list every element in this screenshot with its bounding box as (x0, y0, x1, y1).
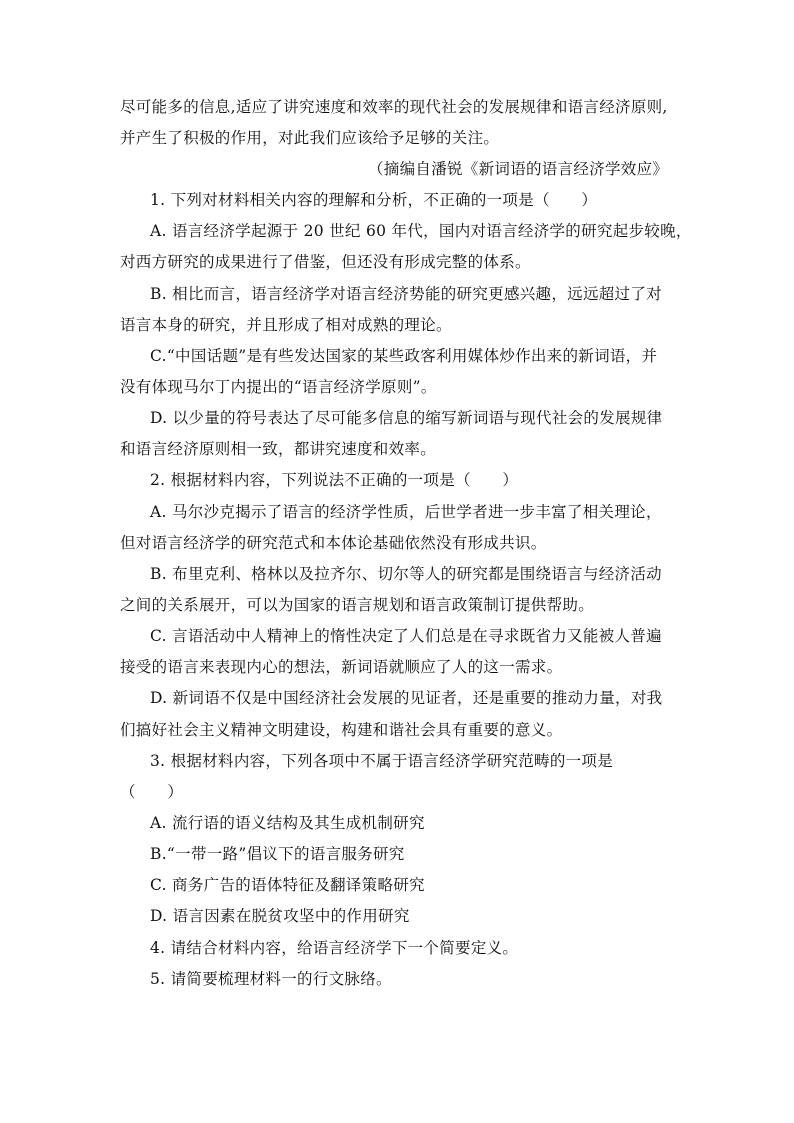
option-line: B. 布里克利、格林以及拉齐尔、切尔等人的研究都是围绕语言与经济活动 (150, 565, 662, 583)
option-line: 之间的关系展开，可以为国家的语言规划和语言政策制订提供帮助。 (120, 596, 595, 614)
question-stem: 4. 请结合材料内容，给语言经济学下一个简要定义。 (150, 939, 519, 957)
option-line: B. 相比而言，语言经济学对语言经济势能的研究更感兴趣，远远超过了对 (150, 285, 662, 303)
option-line: C.“中国话题”是有些发达国家的某些政客利用媒体炒作出来的新词语，并 (150, 347, 658, 365)
option-line: 接受的语言来表现内心的想法，新词语就顺应了人的这一需求。 (120, 658, 563, 676)
option-line: 对西方研究的成果进行了借鉴，但还没有形成完整的体系。 (120, 253, 531, 271)
answer-bracket: （ ） (120, 783, 184, 801)
intro-line: 并产生了积极的作用，对此我们应该给予足够的关注。 (120, 129, 500, 147)
question-stem: 2. 根据材料内容，下列说法不正确的一项是（ ） (150, 471, 519, 489)
option-line: D. 以少量的符号表达了尽可能多信息的缩写新词语与现代社会的发展规律 (150, 409, 663, 427)
option-line: D. 语言因素在脱贫攻坚中的作用研究 (150, 907, 410, 925)
option-line: B.“一带一路”倡议下的语言服务研究 (150, 845, 405, 863)
option-line: 语言本身的研究，并且形成了相对成熟的理论。 (120, 316, 452, 334)
question-stem: 1. 下列对材料相关内容的理解和分析，不正确的一项是（ ） (150, 191, 598, 209)
question-stem: 5. 请简要梳理材料一的行文脉络。 (150, 970, 392, 988)
option-line: D. 新词语不仅是中国经济社会发展的见证者，还是重要的推动力量，对我 (150, 689, 663, 707)
option-line: 但对语言经济学的研究范式和本体论基础依然没有形成共识。 (120, 534, 547, 552)
source-citation: （摘编自潘锐《新词语的语言经济学效应》 (368, 160, 669, 178)
option-line: 们搞好社会主义精神文明建设，构建和谐社会具有重要的意义。 (120, 721, 563, 739)
question-stem: 3. 根据材料内容，下列各项中不属于语言经济学研究范畴的一项是 (150, 752, 614, 770)
option-line: A. 流行语的语义结构及其生成机制研究 (150, 814, 425, 832)
option-line: A. 语言经济学起源于 20 世纪 60 年代，国内对语言经济学的研究起步较晚， (150, 222, 692, 240)
intro-line: 尽可能多的信息,适应了讲究速度和效率的现代社会的发展规律和语言经济原则, (120, 98, 668, 116)
option-line: A. 马尔沙克揭示了语言的经济学性质，后世学者进一步丰富了相关理论， (150, 503, 662, 521)
option-line: 和语言经济原则相一致，都讲究速度和效率。 (120, 440, 437, 458)
option-line: 没有体现马尔丁内提出的“语言经济学原则”。 (120, 378, 437, 396)
option-line: C. 言语活动中人精神上的惰性决定了人们总是在寻求既省力又能被人普遍 (150, 627, 662, 645)
option-line: C. 商务广告的语体特征及翻译策略研究 (150, 876, 425, 894)
